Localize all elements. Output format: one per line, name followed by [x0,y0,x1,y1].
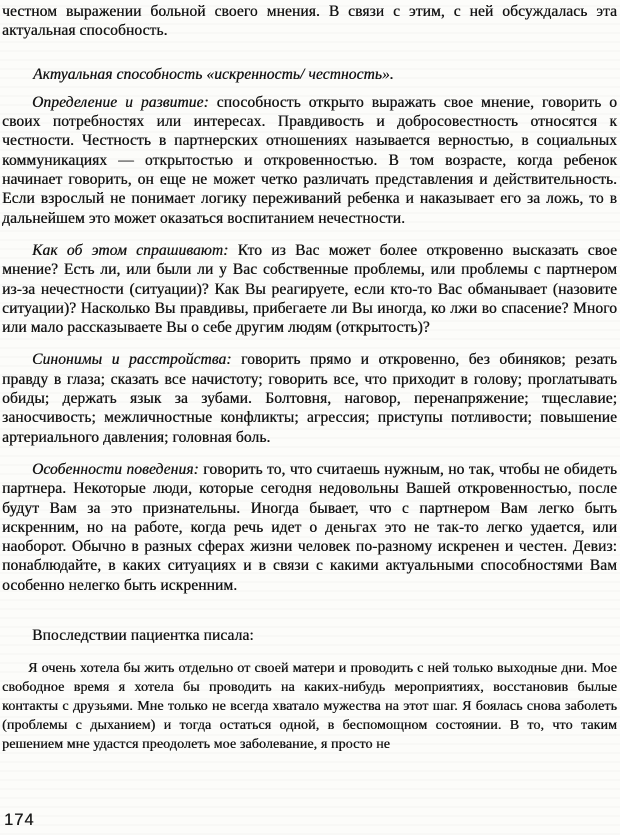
patient-quote: Я очень хотела бы жить отдельно от своей матери и проводить с ней только выходные дни. Мое свободное время я хотела бы проводить на каких-нибудь мероприятиях, восстановив былые контакты с друзьями. Мне только не всегда хватало мужества на этот шаг. Я боялась снова заболеть (проблемы с дыханием) и тогда остаться одной, в беспомощном состоянии. В то, что таким решением мне удастся преодолеть мое заболевание, я просто не [2,661,617,753]
note-line: Впоследствии пациентка писала: [32,627,254,645]
paragraph-lead: Определение и развитие: [32,93,209,111]
paragraph-lead: Особенности поведения: [32,460,199,478]
paragraph-behavior [2,460,617,595]
paragraph-definition [2,93,617,228]
paragraph-body: Кто из Вас может более откровенно высказать свое мнение? Есть ли, или были ли у Вас собственные проблемы, или проблемы с партнером из-за нечестности (ситуации)? Как Вы реагируете, если кто-то Вас обманывает (назовите ситуации)? Насколько Вы правдивы, прибегаете ли Вы иногда, ко лжи во спасение? Много или мало рассказываете Вы о себе другим людям (открытость)? [2,241,617,337]
page-number: 174 [4,811,35,829]
page-text-block [2,2,617,754]
section-heading: Актуальная способность «искренность/ честность». [33,65,394,83]
continuation-paragraph: честном выражении больной своего мнения. В связи с этим, с ней обсуждалась эта актуальная способность. [2,3,617,40]
paragraph-body: говорить прямо и откровенно, без обиняков; резать правду в глаза; сказать все начистоту; говорить все, что приходит в голову; проглатывать обиды; держать язык за зубами. Болтовня, наговор, перенапряжение; тщеславие; заносчивость; межличностные конфликты; агрессия; приступы потливости; повышение артериального давления; головная боль. [2,351,617,446]
paragraph-body: способность открыто выражать свое мнение, говорить о своих потребностях или интересах. Правдивость и добросовестность относятся к честности. Честность в партнерских отношениях называется верностью, в социальных коммуникациях — открытостью и откровенностью. В том возрасте, когда ребенок начинает говорить, он еще не может четко различать представления и действительность. Если взрослый не понимает логику переживаний ребенка и наказывает его за ложь, то в дальнейшем это может оказаться воспитанием нечестности. [2,93,618,227]
paragraph-lead: Как об этом спрашивают: [32,241,229,259]
paragraph-body: говорить то, что считаешь нужным, но так, чтобы не обидеть партнера. Некоторые люди, которые сегодня недовольны Вашей откровенностью, после будут Вам за это признательны. Иногда бывает, что с партнером Вам легко быть искренним, но на работе, когда речь идет о деньгах это не так-то легко удается, или наоборот. Обычно в разных сферах жизни человек по-разному искренен и честен. Девиз: понаблюдайте, в каких ситуациях и в связи с какими актуальными способностями Вам особенно нелегко быть искренним. [2,460,618,594]
paragraph-questions [2,241,617,337]
paragraph-lead: Синонимы и расстройства: [32,351,232,369]
paragraph-synonyms [2,350,617,446]
